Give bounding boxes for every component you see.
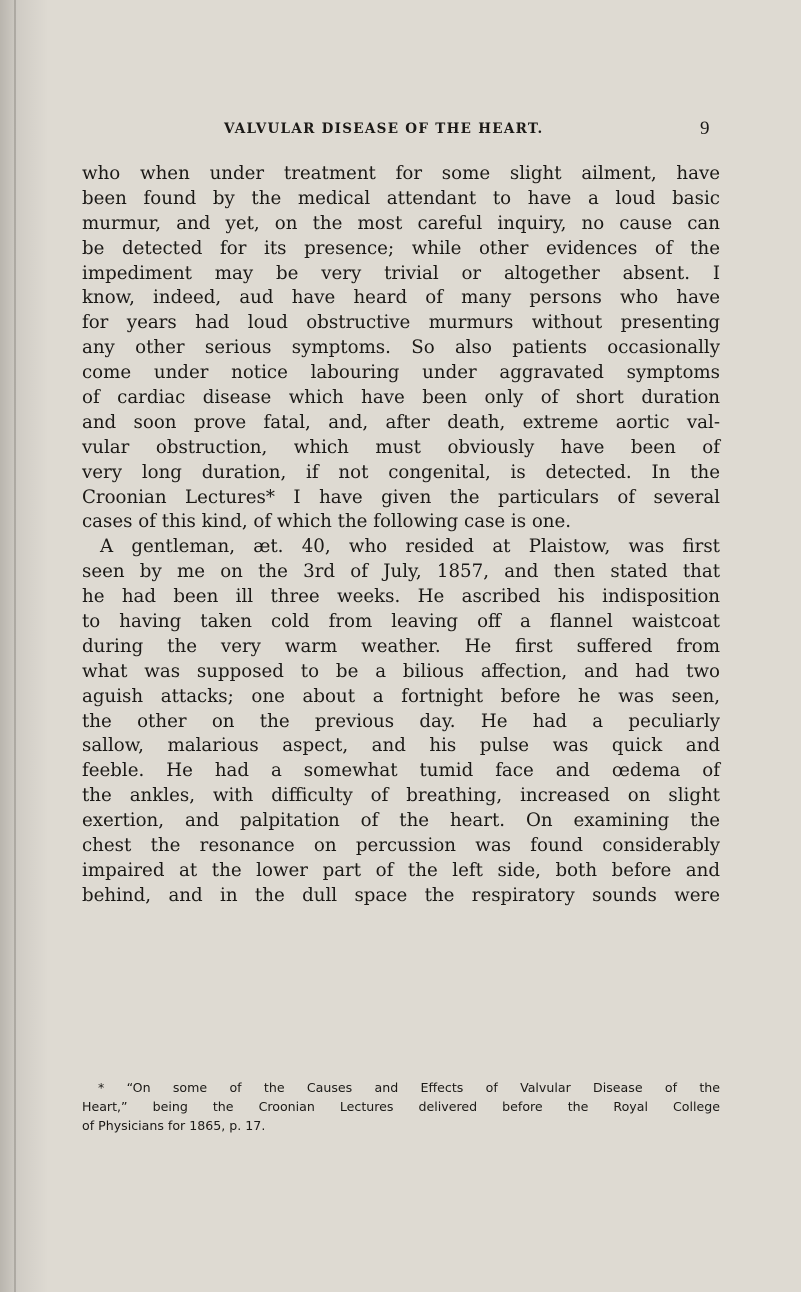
page-number: 9 xyxy=(700,118,710,139)
text-line: murmur, and yet, on the most careful inquiry, no cause can xyxy=(82,212,720,234)
text-line: aguish attacks; one about a fortnight before he was seen, xyxy=(82,685,720,707)
text-line: he had been ill three weeks. He ascribed his indisposition xyxy=(82,586,720,608)
text-line: come under notice labouring under aggravated symptoms xyxy=(82,362,720,384)
text-line: any other serious symptoms. So also patients occasionally xyxy=(82,337,720,359)
text-line: behind, and in the dull space the respiratory sounds were xyxy=(82,884,720,906)
main-text xyxy=(82,162,720,909)
text-line: vular obstruction, which must obviously have been of xyxy=(82,436,720,458)
text-line: the ankles, with difficulty of breathing, increased on slight xyxy=(82,785,720,807)
text-line: exertion, and palpitation of the heart. On examining the xyxy=(82,810,720,832)
text-line: feeble. He had a somewhat tumid face and œdema of xyxy=(82,760,720,782)
text-line: cases of this kind, of which the following case is one. xyxy=(82,511,572,533)
binding-edge xyxy=(14,0,16,1292)
text-line: be detected for its presence; while other evidences of the xyxy=(82,237,720,259)
text-line: Croonian Lectures* I have given the particulars of several xyxy=(82,486,720,508)
text-line: been found by the medical attendant to have a loud basic xyxy=(82,187,720,209)
text-line: know, indeed, aud have heard of many persons who have xyxy=(82,287,720,309)
text-line: what was supposed to be a bilious affection, and had two xyxy=(82,660,720,682)
text-line: of cardiac disease which have been only of short duration xyxy=(82,387,720,409)
text-line: for years had loud obstructive murmurs without presenting xyxy=(82,312,720,334)
text-line: during the very warm weather. He first suffered from xyxy=(82,635,720,657)
text-line: impaired at the lower part of the left side, both before and xyxy=(82,859,720,881)
text-line: the other on the previous day. He had a peculiarly xyxy=(82,710,720,732)
text-line: who when under treatment for some slight ailment, have xyxy=(82,163,720,184)
text-line: impediment may be very trivial or altogether absent. I xyxy=(82,262,720,284)
text-line: A gentleman, æt. 40, who resided at Plaistow, was first xyxy=(100,536,720,558)
footnote-line: * “On some of the Causes and Effects of Valvular Disease of the xyxy=(98,1080,720,1095)
text-line: very long duration, if not congenital, is detected. In the xyxy=(82,461,720,483)
text-line: seen by me on the 3rd of July, 1857, and then stated that xyxy=(82,561,720,583)
footnote xyxy=(82,1078,720,1136)
page-header xyxy=(0,118,801,145)
page-gutter-shadow xyxy=(0,0,48,1292)
footnote-line: of Physicians for 1865, p. 17. xyxy=(82,1118,266,1134)
text-line: to having taken cold from leaving off a flannel waistcoat xyxy=(82,611,720,633)
running-title: VALVULAR DISEASE OF THE HEART. xyxy=(224,121,544,137)
text-line: chest the resonance on percussion was found considerably xyxy=(82,835,720,857)
text-line: and soon prove fatal, and, after death, extreme aortic val- xyxy=(82,411,720,433)
text-line: sallow, malarious aspect, and his pulse was quick and xyxy=(82,735,720,757)
footnote-line: Heart,” being the Croonian Lectures delivered before the Royal College xyxy=(82,1099,720,1115)
